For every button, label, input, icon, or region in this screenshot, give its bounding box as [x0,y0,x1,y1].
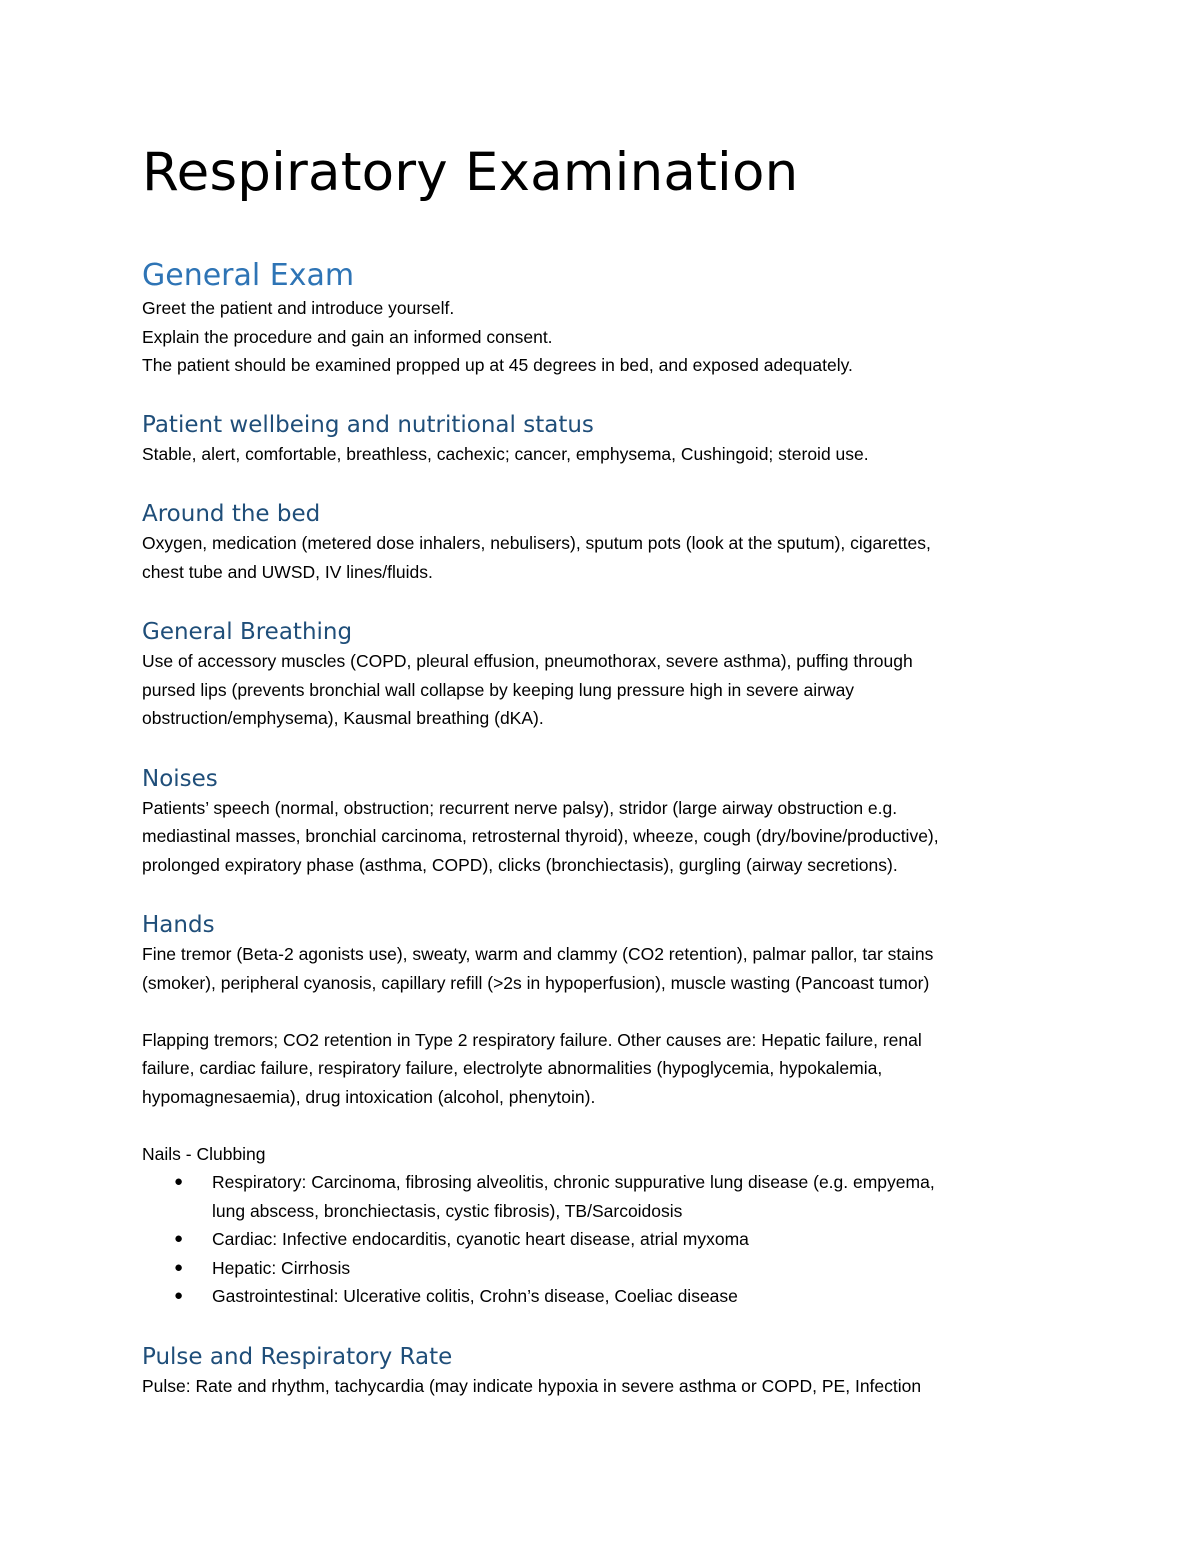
document-title: Respiratory Examination [142,142,799,203]
general-breathing-line: obstruction/emphysema), Kausmal breathing (dKA). [142,708,544,728]
general-exam-line: The patient should be examined propped up at 45 degrees in bed, and exposed adequately. [142,355,853,375]
heading-general-breathing: General Breathing [142,619,353,645]
around-bed-line: chest tube and UWSD, IV lines/fluids. [142,561,433,582]
general-breathing-line: Use of accessory muscles (COPD, pleural effusion, pneumothorax, severe asthma), puffing through [142,651,913,671]
heading-pulse-respiratory-rate: Pulse and Respiratory Rate [142,1343,453,1370]
heading-around-the-bed: Around the bed [142,501,321,527]
general-exam-line: Greet the patient and introduce yourself. [142,298,455,318]
list-item [174,1282,1072,1311]
bullet-icon: ● [174,1287,184,1304]
noises-line: mediastinal masses, bronchial carcinoma, retrosternal thyroid), wheeze, cough (dry/bovine/productive), [142,826,939,846]
pulse-text: Pulse: Rate and rhythm, tachycardia (may indicate hypoxia in severe asthma or COPD, PE, Infection [142,1375,922,1396]
hands-line: Flapping tremors; CO2 retention in Type 2 respiratory failure. Other causes are: Hepatic failure, renal [142,1029,922,1050]
list-item-text: Gastrointestinal: Ulcerative colitis, Crohn’s disease, Coeliac disease [212,1286,738,1306]
wellbeing-text: Stable, alert, comfortable, breathless, cachexic; cancer, emphysema, Cushingoid; steroid use. [142,443,869,464]
bullet-icon: ● [174,1258,184,1276]
hands-line: Fine tremor (Beta-2 agonists use), sweaty, warm and clammy (CO2 retention), palmar pallor, tar stains [142,944,934,964]
general-breathing-line: pursed lips (prevents bronchial wall collapse by keeping lung pressure high in severe airway [142,679,855,700]
around-bed-line: Oxygen, medication (metered dose inhalers, nebulisers), sputum pots (look at the sputum), cigarettes, [142,533,931,553]
list-item-text: Cardiac: Infective endocarditis, cyanotic heart disease, atrial myxoma [212,1229,749,1249]
bullet-icon: ● [174,1230,184,1247]
hands-line: hypomagnesaemia), drug intoxication (alcohol, phenytoin). [142,1086,596,1107]
list-item-text: lung abscess, bronchiectasis, cystic fibrosis), TB/Sarcoidosis [212,1200,683,1221]
clubbing-causes-list [142,1168,1072,1311]
list-item [174,1168,1072,1197]
heading-hands: Hands [142,912,215,938]
heading-noises: Noises [142,765,218,792]
hands-line: failure, cardiac failure, respiratory failure, electrolyte abnormalities (hypoglycemia, hypokalemia, [142,1058,883,1078]
noises-line: prolonged expiratory phase (asthma, COPD), clicks (bronchiectasis), gurgling (airway secretions). [142,854,898,875]
heading-general-exam: General Exam [142,258,355,293]
list-item [174,1225,1072,1254]
list-item-text: Respiratory: Carcinoma, fibrosing alveolitis, chronic suppurative lung disease (e.g. empyema, [212,1172,935,1192]
heading-patient-wellbeing: Patient wellbeing and nutritional status [142,411,594,438]
bullet-icon: ● [174,1173,184,1190]
list-item [174,1254,1072,1283]
general-exam-line: Explain the procedure and gain an informed consent. [142,326,553,347]
list-item-text: Hepatic: Cirrhosis [212,1257,351,1278]
hands-line: (smoker), peripheral cyanosis, capillary refill (>2s in hypoperfusion), muscle wasting (Pancoast tumor) [142,972,930,993]
noises-line: Patients’ speech (normal, obstruction; recurrent nerve palsy), stridor (large airway obstruction e.g. [142,797,898,818]
document-page [142,140,1072,1400]
nails-clubbing-label: Nails - Clubbing [142,1143,266,1164]
list-item-continuation [212,1197,1072,1226]
